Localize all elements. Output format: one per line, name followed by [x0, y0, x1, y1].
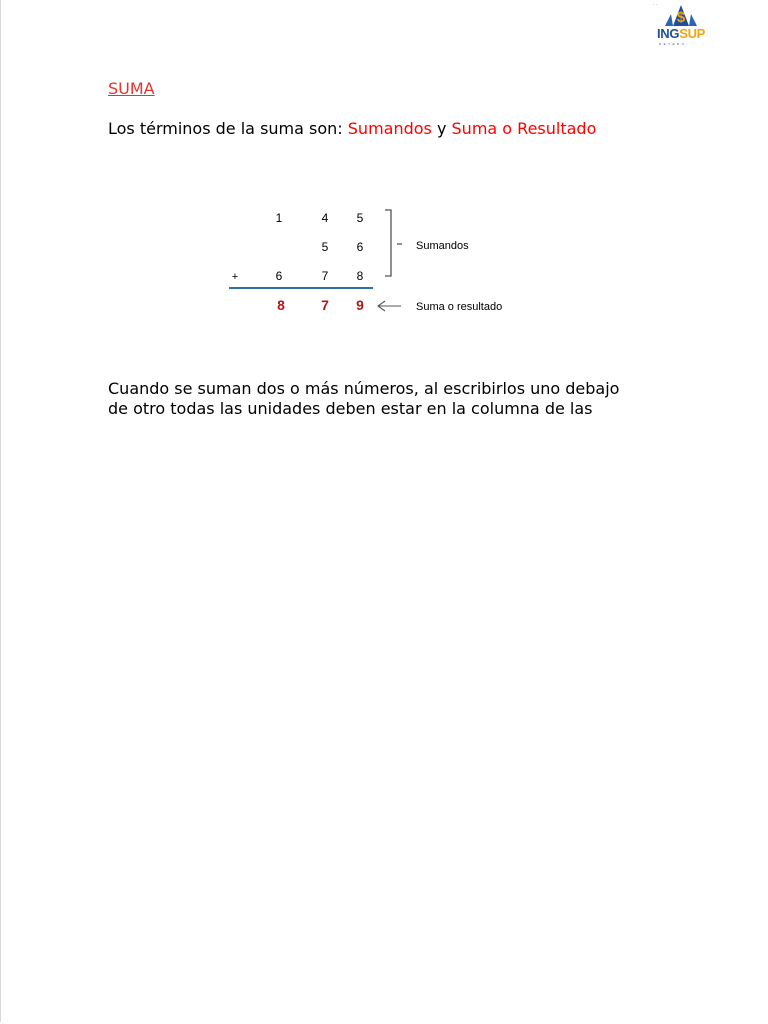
section-heading: SUMA — [108, 79, 155, 98]
logo-wordmark: INGSUP — [657, 26, 706, 41]
term-result: Suma o Resultado — [451, 119, 597, 138]
intro-sentence — [108, 119, 596, 139]
digit-r1-c2: 4 — [321, 211, 329, 225]
result-digit-1: 8 — [277, 297, 285, 313]
logo-dots: · · — [653, 2, 658, 8]
digit-r3-c3: 8 — [356, 269, 364, 283]
digit-r1-c3: 5 — [356, 211, 364, 225]
intro-prefix: Los términos de la suma son: — [108, 119, 348, 138]
intro-connector: y — [431, 119, 452, 138]
digit-r2-c2: 5 — [321, 240, 329, 254]
digit-r3-c2: 7 — [321, 269, 329, 283]
term-addends: Sumandos — [347, 119, 432, 138]
addition-figure — [223, 200, 533, 325]
body-paragraph — [108, 379, 708, 419]
digit-r3-c1: 6 — [275, 269, 283, 283]
addends-label: Sumandos — [416, 240, 469, 252]
svg-text:$: $ — [676, 9, 686, 26]
result-digit-3: 9 — [356, 297, 364, 313]
body-line-2: de otro todas las unidades deben estar en la columna de las — [108, 399, 593, 418]
left-arrow-icon — [378, 301, 401, 311]
result-digit-2: 7 — [321, 297, 329, 313]
plus-sign: + — [231, 271, 239, 283]
ingsup-logo — [651, 2, 711, 48]
addends-bracket — [385, 210, 391, 276]
result-label: Suma o resultado — [416, 301, 503, 313]
digit-r2-c3: 6 — [356, 240, 364, 254]
body-line-1: Cuando se suman dos o más números, al escribirlos uno debajo — [108, 379, 620, 398]
logo-subtitle: NETERO — [659, 42, 687, 46]
digit-r1-c1: 1 — [275, 211, 283, 225]
